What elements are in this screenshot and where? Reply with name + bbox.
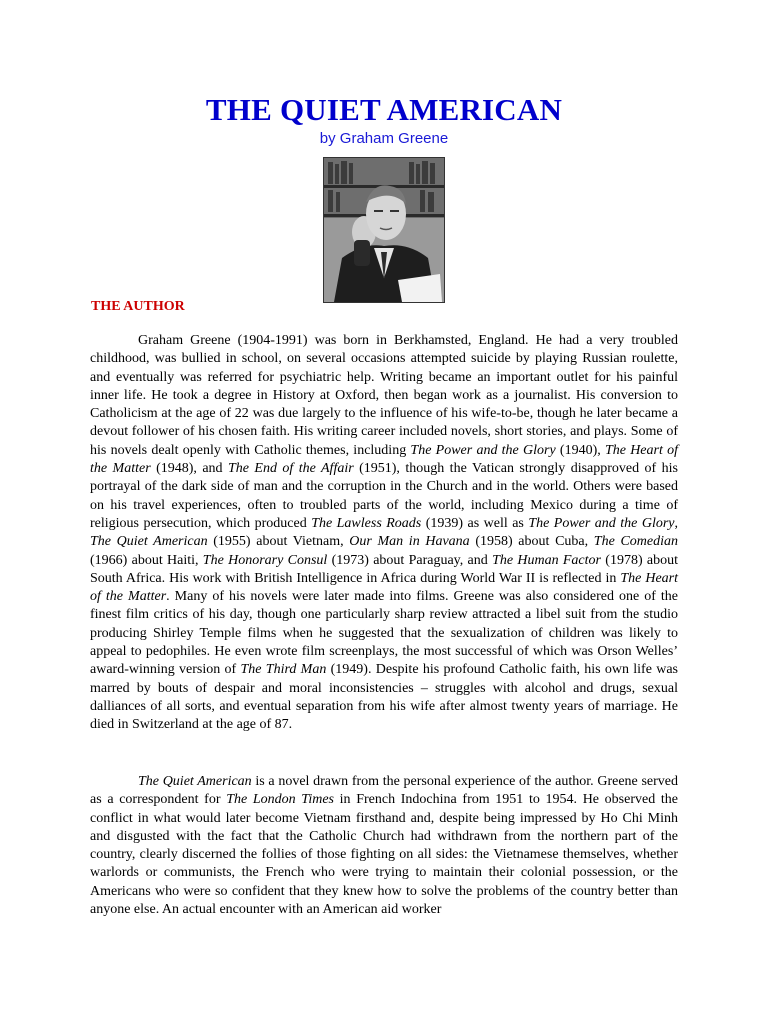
document-title: THE QUIET AMERICAN [205,92,563,127]
italic-title: The Heart of the Matter [90,570,678,605]
italic-title: The Power and the Glory [410,442,556,458]
italic-title: Our Man in Havana [349,534,470,550]
italic-title: The End of the Affair [227,461,354,477]
author-portrait-image [323,157,445,303]
section-heading-the-author: THE AUTHOR [91,299,185,314]
byline: by Graham Greene [319,130,449,147]
italic-title: The Heart of the Matter [90,442,678,477]
italic-title: The Power and the Glory [528,515,675,531]
italic-title: The Comedian [593,534,678,550]
italic-title: The Human Factor [492,552,601,568]
paragraph-author-bio [90,332,678,735]
italic-title: The Honorary Consul [202,552,328,568]
paragraph-text: The Quiet American is a novel drawn from the personal experience of the author. Greene served as a correspondent for The London Times in French Indochina from 1951 to 1954. He observed the conflict in what would later become Vietnam firsthand and, despite being impressed by Ho Chi Minh and disgusted with the fact that the Catholic Church had withdrawn from the northern part of the country, clearly discerned the follies of those fighting on all sides: the Vietnamese themselves, whether warlords or communists, the French who were trying to maintain their colonial possession, or the Americans who were so confident that they knew how to solve the problems of the country better than anyone else. An actual encounter with an American aid worker [90,774,679,918]
italic-title: The Lawless Roads [311,515,422,531]
italic-title: The Quiet American [90,534,208,550]
paragraph-text: Graham Greene (1904-1991) was born in Berkhamsted, England. He had a very troubled childhood, was bullied in school, on several occasions attempted suicide by playing Russian roulette, and eventually was referred for psychiatric help. Writing became an important outlet for his painful inner life. He took a degree in History at Oxford, then began work as a journalist. His conversion to Catholicism at the age of 22 was due largely to the influence of his wife-to-be, though he later became a devout follower of his chosen faith. His writing career included novels, short stories, and plays. Some of his novels dealt openly with Catholic themes, including The Power and the Glory (1940), The Heart of the Matter (1948), and The End of the Affair (1951), though the Vatican strongly disapproved of his portrayal of the dark side of man and the corruption in the Church and in the world. Others were based on his travel experiences, often to troubled parts of the world, including Mexico during a time of religious persecution, which produced The Lawless Roads (1939) as well as The Power and the Glory, The Quiet American (1955) about Vietnam, Our Man in Havana (1958) about Cuba, The Comedian (1966) about Haiti, The Honorary Consul (1973) about Paraguay, and The Human Factor (1978) about South Africa. His work with British Intelligence in Africa during World War II is reflected in The Heart of the Matter. Many of his novels were later made into films. Greene was also considered one of the finest film critics of his day, though one particularly sharp review attracted a libel suit from the studio producing Shirley Temple films when he suggested that the sexualization of children was likely to appeal to pedophiles. He even wrote film screenplays, the most successful of which was Orson Welles’ award-winning version of The Third Man (1949). Despite his profound Catholic faith, his own life was marred by bouts of despair and moral inconsistencies – struggles with alcohol and drugs, sexual dalliances of all sorts, and eventual separation from his wife after almost twenty years of marriage. He died in Switzerland at the age of 87. [90,333,678,733]
italic-title: The Third Man [240,662,327,678]
italic-title: The London Times [226,792,334,808]
italic-title: The Quiet American [138,774,252,789]
paragraph-novel-background [90,773,678,919]
